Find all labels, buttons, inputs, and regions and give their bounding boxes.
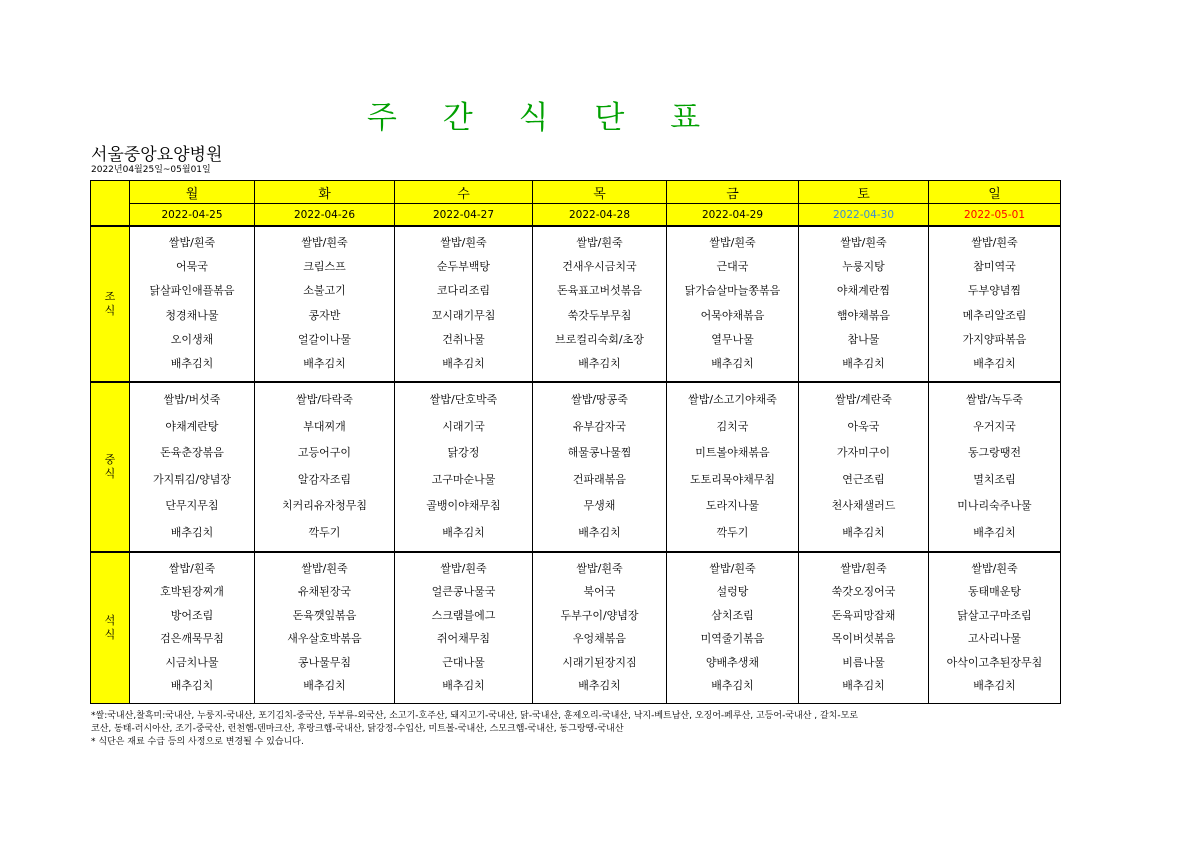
menu-item: 닭살파인애플볶음 [149,284,235,298]
origin-note-line: *쌀:국내산,찰흑미:국내산, 누룽지-국내산, 포기김치-중국산, 두부류-외국산, 소고기-호주산, 돼지고기-국내산, 닭-국내산, 훈제오리-국내산, 낙지-베트남산, 오징어-페루산, 고등어-국내산 , 갈치-모로 [91,711,859,721]
menu-item: 부대찌개 [303,419,346,433]
page-title: 주 간 식 단 표 [366,100,719,136]
menu-item: 우엉채볶음 [572,632,627,646]
menu-item: 배추김치 [442,356,485,370]
menu-cell [533,552,667,704]
menu-item: 쌀밥/흰죽 [840,236,887,250]
menu-item: 돈육춘장볶음 [160,446,224,460]
menu-cell [799,552,929,704]
menu-item: 쌀밥/땅콩죽 [571,393,628,407]
menu-item: 두부양념찜 [967,284,1022,298]
menu-item: 배추김치 [973,679,1016,693]
menu-item: 닭살고구마조림 [957,608,1032,622]
meal-section-lunch [91,382,1061,552]
menu-item: 동그랑땡전 [967,446,1022,460]
meal-label [91,552,130,704]
menu-item: 쌀밥/흰죽 [971,561,1018,575]
menu-item: 가지양파볶음 [962,332,1027,346]
menu-item: 호박된장찌개 [160,585,224,599]
menu-item: 멸치조림 [973,472,1016,486]
menu-item: 쑥갓오징어국 [831,585,896,599]
menu-item: 얼큰콩나물국 [431,585,496,599]
menu-item: 시래기국 [442,419,485,433]
menu-item: 배추김치 [170,525,214,539]
date-header: 2022-04-28 [533,204,667,227]
menu-item: 배추김치 [442,679,485,693]
menu-item: 메추리알조림 [962,308,1027,322]
menu-item: 콩나물무침 [297,655,352,669]
menu-item: 설렁탕 [716,585,749,599]
menu-item: 야채계란찜 [836,284,891,298]
menu-item: 배추김치 [303,356,346,370]
menu-item: 열무나물 [711,332,754,346]
menu-item: 코다리조림 [436,284,491,298]
meal-label [91,382,130,552]
menu-item: 오이생채 [170,332,214,346]
menu-item: 쌀밥/흰죽 [168,561,216,575]
menu-item: 해물콩나물찜 [567,446,632,460]
date-header-sunday: 2022-05-01 [929,204,1061,227]
date-header: 2022-04-26 [255,204,395,227]
menu-cell [130,382,255,552]
menu-item: 동태매운탕 [967,585,1022,599]
menu-item: 쌀밥/흰죽 [440,236,487,250]
menu-item: 햄야채볶음 [836,308,891,322]
menu-item: 쥐어채무침 [436,632,491,646]
menu-item: 배추김치 [303,679,346,693]
menu-item: 쌀밥/녹두죽 [966,393,1023,407]
menu-item: 고등어구이 [297,446,352,460]
menu-item: 야채계란탕 [165,419,219,433]
menu-item: 크림스프 [303,260,346,274]
menu-cell [255,382,395,552]
hospital-name: 서울중앙요양병원 [91,145,223,165]
menu-item: 우거지국 [973,419,1016,433]
menu-item: 도토리묵야채무침 [689,472,775,486]
menu-item: 미나리숙주나물 [957,499,1032,513]
day-header: 토 [799,181,929,204]
menu-item: 가지튀김/양념장 [152,472,232,486]
menu-cell [929,226,1061,382]
menu-item: 쌀밥/흰죽 [709,236,756,250]
meal-label [91,226,130,382]
menu-item: 배추김치 [842,356,885,370]
menu-item: 어묵국 [176,260,208,274]
menu-item: 쌀밥/흰죽 [840,561,887,575]
date-header: 2022-04-29 [667,204,799,227]
menu-item: 깍두기 [716,525,749,539]
menu-item: 브로컬리숙회/초장 [555,332,644,346]
menu-cell [255,552,395,704]
menu-item: 무생채 [583,499,616,513]
date-header: 2022-04-25 [130,204,255,227]
day-header: 일 [929,181,1061,204]
day-header: 월 [130,181,255,204]
menu-cell [395,552,533,704]
menu-item: 시래기된장지짐 [562,655,637,669]
menu-item: 쌀밥/흰죽 [971,236,1018,250]
menu-item: 쌀밥/흰죽 [301,561,348,575]
menu-item: 청경채나물 [165,308,219,322]
menu-item: 김치국 [716,419,749,433]
menu-cell [667,226,799,382]
meal-label-char: 식 [104,628,116,641]
menu-item: 꼬시래기무침 [431,308,496,322]
menu-item: 고사리나물 [967,632,1022,646]
menu-cell [395,382,533,552]
menu-item: 새우살호박볶음 [287,632,362,646]
day-header: 목 [533,181,667,204]
menu-cell [667,382,799,552]
menu-period: 2022년04월25일~05월01일 [91,165,211,175]
date-header-saturday: 2022-04-30 [799,204,929,227]
origin-note-line: 코산, 동태-러시아산, 조기-중국산, 런천햄-덴마크산, 후랑크햄-국내산, 닭강정-수입산, 미트볼-국내산, 스모크햄-국내산, 동그랑땡-국내산 [91,724,624,734]
menu-item: 유부감자국 [572,419,627,433]
menu-item: 쌀밥/흰죽 [168,236,216,250]
menu-item: 미트볼야채볶음 [695,446,770,460]
menu-cell [130,226,255,382]
menu-item: 아삭이고추된장무침 [946,655,1043,669]
menu-item: 순두부백탕 [436,260,491,274]
menu-cell [929,382,1061,552]
menu-item: 가자미구이 [836,446,891,460]
menu-item: 배추김치 [578,679,621,693]
meal-section-breakfast [91,226,1061,382]
menu-cell [533,382,667,552]
date-header: 2022-04-27 [395,204,533,227]
menu-cell [929,552,1061,704]
menu-item: 닭강정 [447,446,480,460]
menu-item: 누룽지탕 [842,260,885,274]
menu-cell [130,552,255,704]
menu-item: 단무지무침 [165,499,219,513]
menu-item: 쑥갓두부무침 [567,308,632,322]
menu-cell [799,382,929,552]
menu-item: 소불고기 [303,284,346,298]
menu-item: 스크램블에그 [431,608,496,622]
menu-item: 방어조림 [170,608,214,622]
menu-item: 배추김치 [842,679,885,693]
menu-item: 참미역국 [973,260,1016,274]
menu-item: 아욱국 [847,419,880,433]
menu-item: 쌀밥/버섯죽 [163,393,221,407]
menu-item: 목이버섯볶음 [831,632,896,646]
menu-item: 돈육표고버섯볶음 [556,284,642,298]
menu-item: 배추김치 [711,356,754,370]
day-header: 수 [395,181,533,204]
menu-item: 얼갈이나물 [297,332,352,346]
menu-cell [799,226,929,382]
menu-item: 근대국 [716,260,749,274]
menu-cell [533,226,667,382]
menu-item: 천사채샐러드 [831,499,896,513]
menu-item: 양배추생채 [705,655,760,669]
menu-item: 쌀밥/흰죽 [440,561,487,575]
menu-item: 배추김치 [973,525,1016,539]
meal-label-char: 식 [104,467,116,480]
menu-item: 배추김치 [170,679,214,693]
meal-label-char: 식 [104,304,116,317]
day-header: 금 [667,181,799,204]
menu-item: 배추김치 [578,525,621,539]
menu-item: 시금치나물 [165,655,219,669]
menu-item: 건취나물 [442,332,485,346]
menu-item: 쌀밥/흰죽 [301,236,348,250]
menu-item: 검은깨묵무침 [160,632,224,646]
menu-item: 닭가슴살마늘쫑볶음 [684,284,781,298]
day-header: 화 [255,181,395,204]
meal-section-dinner [91,552,1061,704]
menu-item: 알감자조림 [297,472,352,486]
meal-label-char: 석 [104,614,116,627]
menu-item: 고구마순나물 [431,472,496,486]
menu-item: 건파래볶음 [572,472,627,486]
menu-cell [395,226,533,382]
menu-item: 쌀밥/타락죽 [296,393,353,407]
menu-item: 배추김치 [170,356,214,370]
menu-item: 두부구이/양념장 [560,608,639,622]
weekly-menu-table [90,180,1061,704]
menu-item: 쌀밥/흰죽 [576,561,623,575]
menu-item: 쌀밥/흰죽 [709,561,756,575]
menu-item: 배추김치 [973,356,1016,370]
menu-item: 건새우시금치국 [562,260,637,274]
menu-cell [667,552,799,704]
menu-item: 쌀밥/계란죽 [835,393,892,407]
menu-item: 골뱅이야채무침 [426,499,501,513]
menu-item: 배추김치 [842,525,885,539]
menu-item: 쌀밥/단호박죽 [429,393,498,407]
menu-item: 비름나물 [842,655,885,669]
menu-item: 유채된장국 [297,585,352,599]
menu-item: 깍두기 [308,525,341,539]
menu-item: 배추김치 [711,679,754,693]
menu-item: 배추김치 [578,356,621,370]
menu-item: 쌀밥/소고기야채죽 [688,393,777,407]
menu-item: 미역줄기볶음 [700,632,765,646]
menu-item: 돈육깻잎볶음 [292,608,357,622]
menu-item: 참나물 [847,332,880,346]
menu-item: 쌀밥/흰죽 [576,236,623,250]
menu-item: 도라지나물 [705,499,760,513]
menu-item: 돈육피망잡채 [831,608,896,622]
menu-item: 배추김치 [442,525,485,539]
menu-item: 어묵야채볶음 [700,308,765,322]
menu-item: 연근조림 [842,472,885,486]
menu-item: 북어국 [583,585,616,599]
menu-item: 삼치조림 [711,608,754,622]
menu-item: 근대나물 [442,655,485,669]
change-notice: * 식단은 재료 수급 등의 사정으로 변경될 수 있습니다. [91,737,304,747]
menu-item: 치커리유자청무침 [281,499,367,513]
menu-cell [255,226,395,382]
notes [91,710,1066,749]
table-corner [91,181,130,227]
meal-label-char: 중 [104,453,116,466]
meal-label-char: 조 [104,290,116,303]
menu-item: 콩자반 [308,308,341,322]
